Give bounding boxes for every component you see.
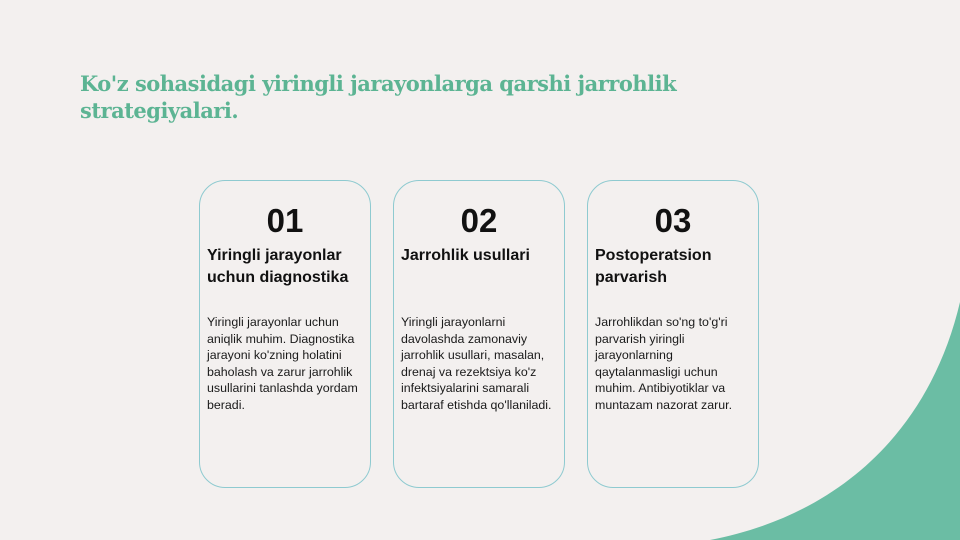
card-heading: Yiringli jarayonlar uchun diagnostika [207, 247, 349, 286]
strategy-card-postoperative-care [587, 180, 759, 488]
card-number: 03 [654, 202, 692, 239]
card-description: Jarrohlikdan so'ng to'g'ri parvarish yiringli jarayonlarning qaytalanmasligi uchun muhim. Antibiyotiklar va muntazam nazorat zarur. [595, 315, 733, 412]
card-heading: Postoperatsion parvarish [595, 247, 712, 286]
slide-title: Ko'z sohasidagi yiringli jarayonlarga qarshi jarrohlik strategiyalari. [80, 71, 677, 123]
card-number: 02 [460, 202, 498, 239]
card-description: Yiringli jarayonlar uchun aniqlik muhim. Diagnostika jarayoni ko'zning holatini baholash va zarur jarrohlik usullarini tanlashda yordam beradi. [207, 315, 358, 412]
card-heading: Jarrohlik usullari [401, 247, 530, 264]
strategy-card-surgical-methods [393, 180, 565, 488]
card-number: 01 [266, 202, 304, 239]
strategy-card-diagnostics [199, 180, 371, 488]
card-description: Yiringli jarayonlarni davolashda zamonaviy jarrohlik usullari, masalan, drenaj va rezektsiya ko'z infektsiyalarini samarali bartaraf etishda qo'llaniladi. [401, 315, 552, 412]
